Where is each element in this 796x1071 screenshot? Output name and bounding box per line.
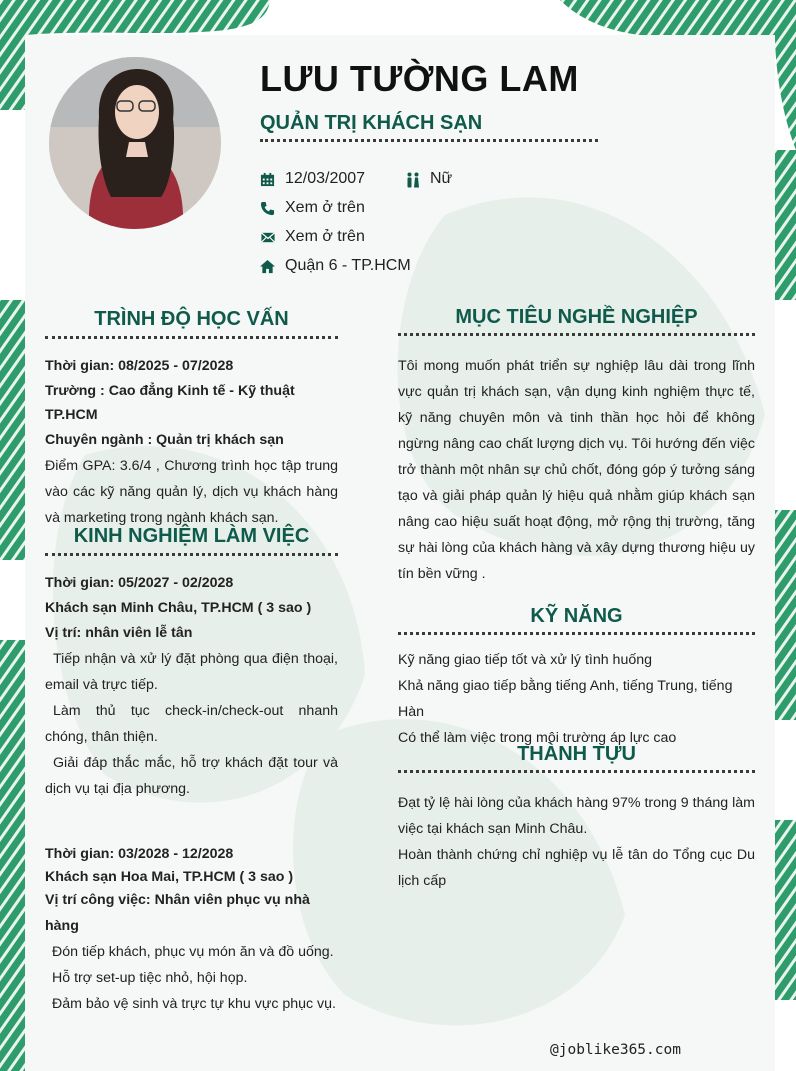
skills-heading: KỸ NĂNG	[530, 605, 623, 627]
achievement-item: Hoàn thành chứng chỉ nghiệp vụ lễ tân do Tổng cục Du lịch cấp	[398, 847, 755, 889]
job2-role: Vị trí công việc: Nhân viên phục vụ nhà hàng	[45, 892, 310, 934]
job1-role: Vị trí: nhân viên lễ tân	[45, 625, 193, 641]
title-divider	[260, 139, 598, 142]
address-value: Quận 6 - TP.HCM	[285, 257, 411, 274]
achievements-list	[398, 790, 755, 894]
people-icon	[405, 172, 421, 188]
skill-item: Có thể làm việc trong môi trường áp lực cao	[398, 730, 677, 746]
achievements-heading: THÀNH TỰU	[517, 743, 636, 765]
job1-time: Thời gian: 05/2027 - 02/2028	[45, 575, 234, 591]
email-icon	[260, 230, 276, 245]
education-major: Chuyên ngành : Quản trị khách sạn	[45, 432, 284, 448]
education-time: Thời gian: 08/2025 - 07/2028	[45, 358, 234, 374]
job2-company: Khách sạn Hoa Mai, TP.HCM ( 3 sao )	[45, 869, 294, 885]
calendar-icon	[260, 172, 275, 187]
home-icon	[260, 259, 275, 274]
achievement-item: Đạt tỷ lệ hài lòng của khách hàng 97% trong 9 tháng làm việc tại khách sạn Minh Châu.	[398, 795, 755, 837]
objective-heading: MỤC TIÊU NGHỀ NGHIỆP	[455, 306, 698, 328]
job2-duty: Đảm bảo vệ sinh và trực tự khu vực phục vụ.	[52, 996, 336, 1012]
phone-icon	[260, 201, 275, 216]
objective-text: Tôi mong muốn phát triển sự nghiệp lâu dài trong lĩnh vực quản trị khách sạn, vận dụng kinh nghiệm thực tế, kỹ năng chuyên môn và tinh thần học hỏi để không ngừng nâng cao chất lượng dịch vụ. Tôi hướng đến việc trở thành một nhân sự chủ chốt, đóng góp ý tưởng sáng tạo và giải pháp quản lý hiệu quả nhằm giúp khách sạn nâng cao hiệu suất hoạt động, mở rộng thị trường, tăng sự hài lòng của khách hàng và xây dựng thương hiệu uy tín bền vững .	[398, 358, 755, 582]
birthdate-value: 12/03/2007	[285, 170, 366, 187]
skills-list	[398, 647, 755, 751]
job2-duty: Đón tiếp khách, phục vụ món ăn và đồ uống.	[52, 944, 334, 960]
education-heading: TRÌNH ĐỘ HỌC VẤN	[94, 308, 289, 330]
footer-watermark: @joblike365.com	[550, 1042, 681, 1058]
achievements-divider	[398, 770, 755, 773]
gender-value: Nữ	[430, 170, 453, 187]
skill-item: Khả năng giao tiếp bằng tiếng Anh, tiếng Trung, tiếng Hàn	[398, 678, 733, 720]
avatar	[49, 57, 221, 229]
experience-section	[45, 570, 338, 1017]
skill-item: Kỹ năng giao tiếp tốt và xử lý tình huống	[398, 652, 653, 668]
education-gpa: Điểm GPA: 3.6/4 , Chương trình học tập trung vào các kỹ năng quản lý, dịch vụ khách hàng và marketing trong ngành khách sạn.	[45, 458, 338, 526]
education-section	[45, 353, 338, 531]
email-value: Xem ở trên	[285, 228, 365, 245]
full-name: LƯU TƯỜNG LAM	[260, 58, 579, 99]
job1-duty: Giải đáp thắc mắc, hỗ trợ khách đặt tour và dịch vụ tại địa phương.	[45, 755, 338, 797]
phone-value: Xem ở trên	[285, 199, 365, 216]
job2-time: Thời gian: 03/2028 - 12/2028	[45, 846, 234, 862]
job-title: QUẢN TRỊ KHÁCH SẠN	[260, 112, 483, 134]
skills-divider	[398, 632, 755, 635]
objective-divider	[398, 333, 755, 336]
experience-heading: KINH NGHIỆM LÀM VIỆC	[73, 525, 310, 547]
job1-duty: Làm thủ tục check-in/check-out nhanh chóng, thân thiện.	[45, 703, 338, 745]
education-school: Trường : Cao đẳng Kinh tế - Kỹ thuật TP.HCM	[45, 383, 295, 423]
experience-divider	[45, 553, 338, 556]
job2-duty: Hỗ trợ set-up tiệc nhỏ, hội họp.	[52, 970, 248, 986]
job1-company: Khách sạn Minh Châu, TP.HCM ( 3 sao )	[45, 600, 312, 616]
education-divider	[45, 336, 338, 339]
job1-duty: Tiếp nhận và xử lý đặt phòng qua điện thoại, email và trực tiếp.	[45, 651, 338, 693]
